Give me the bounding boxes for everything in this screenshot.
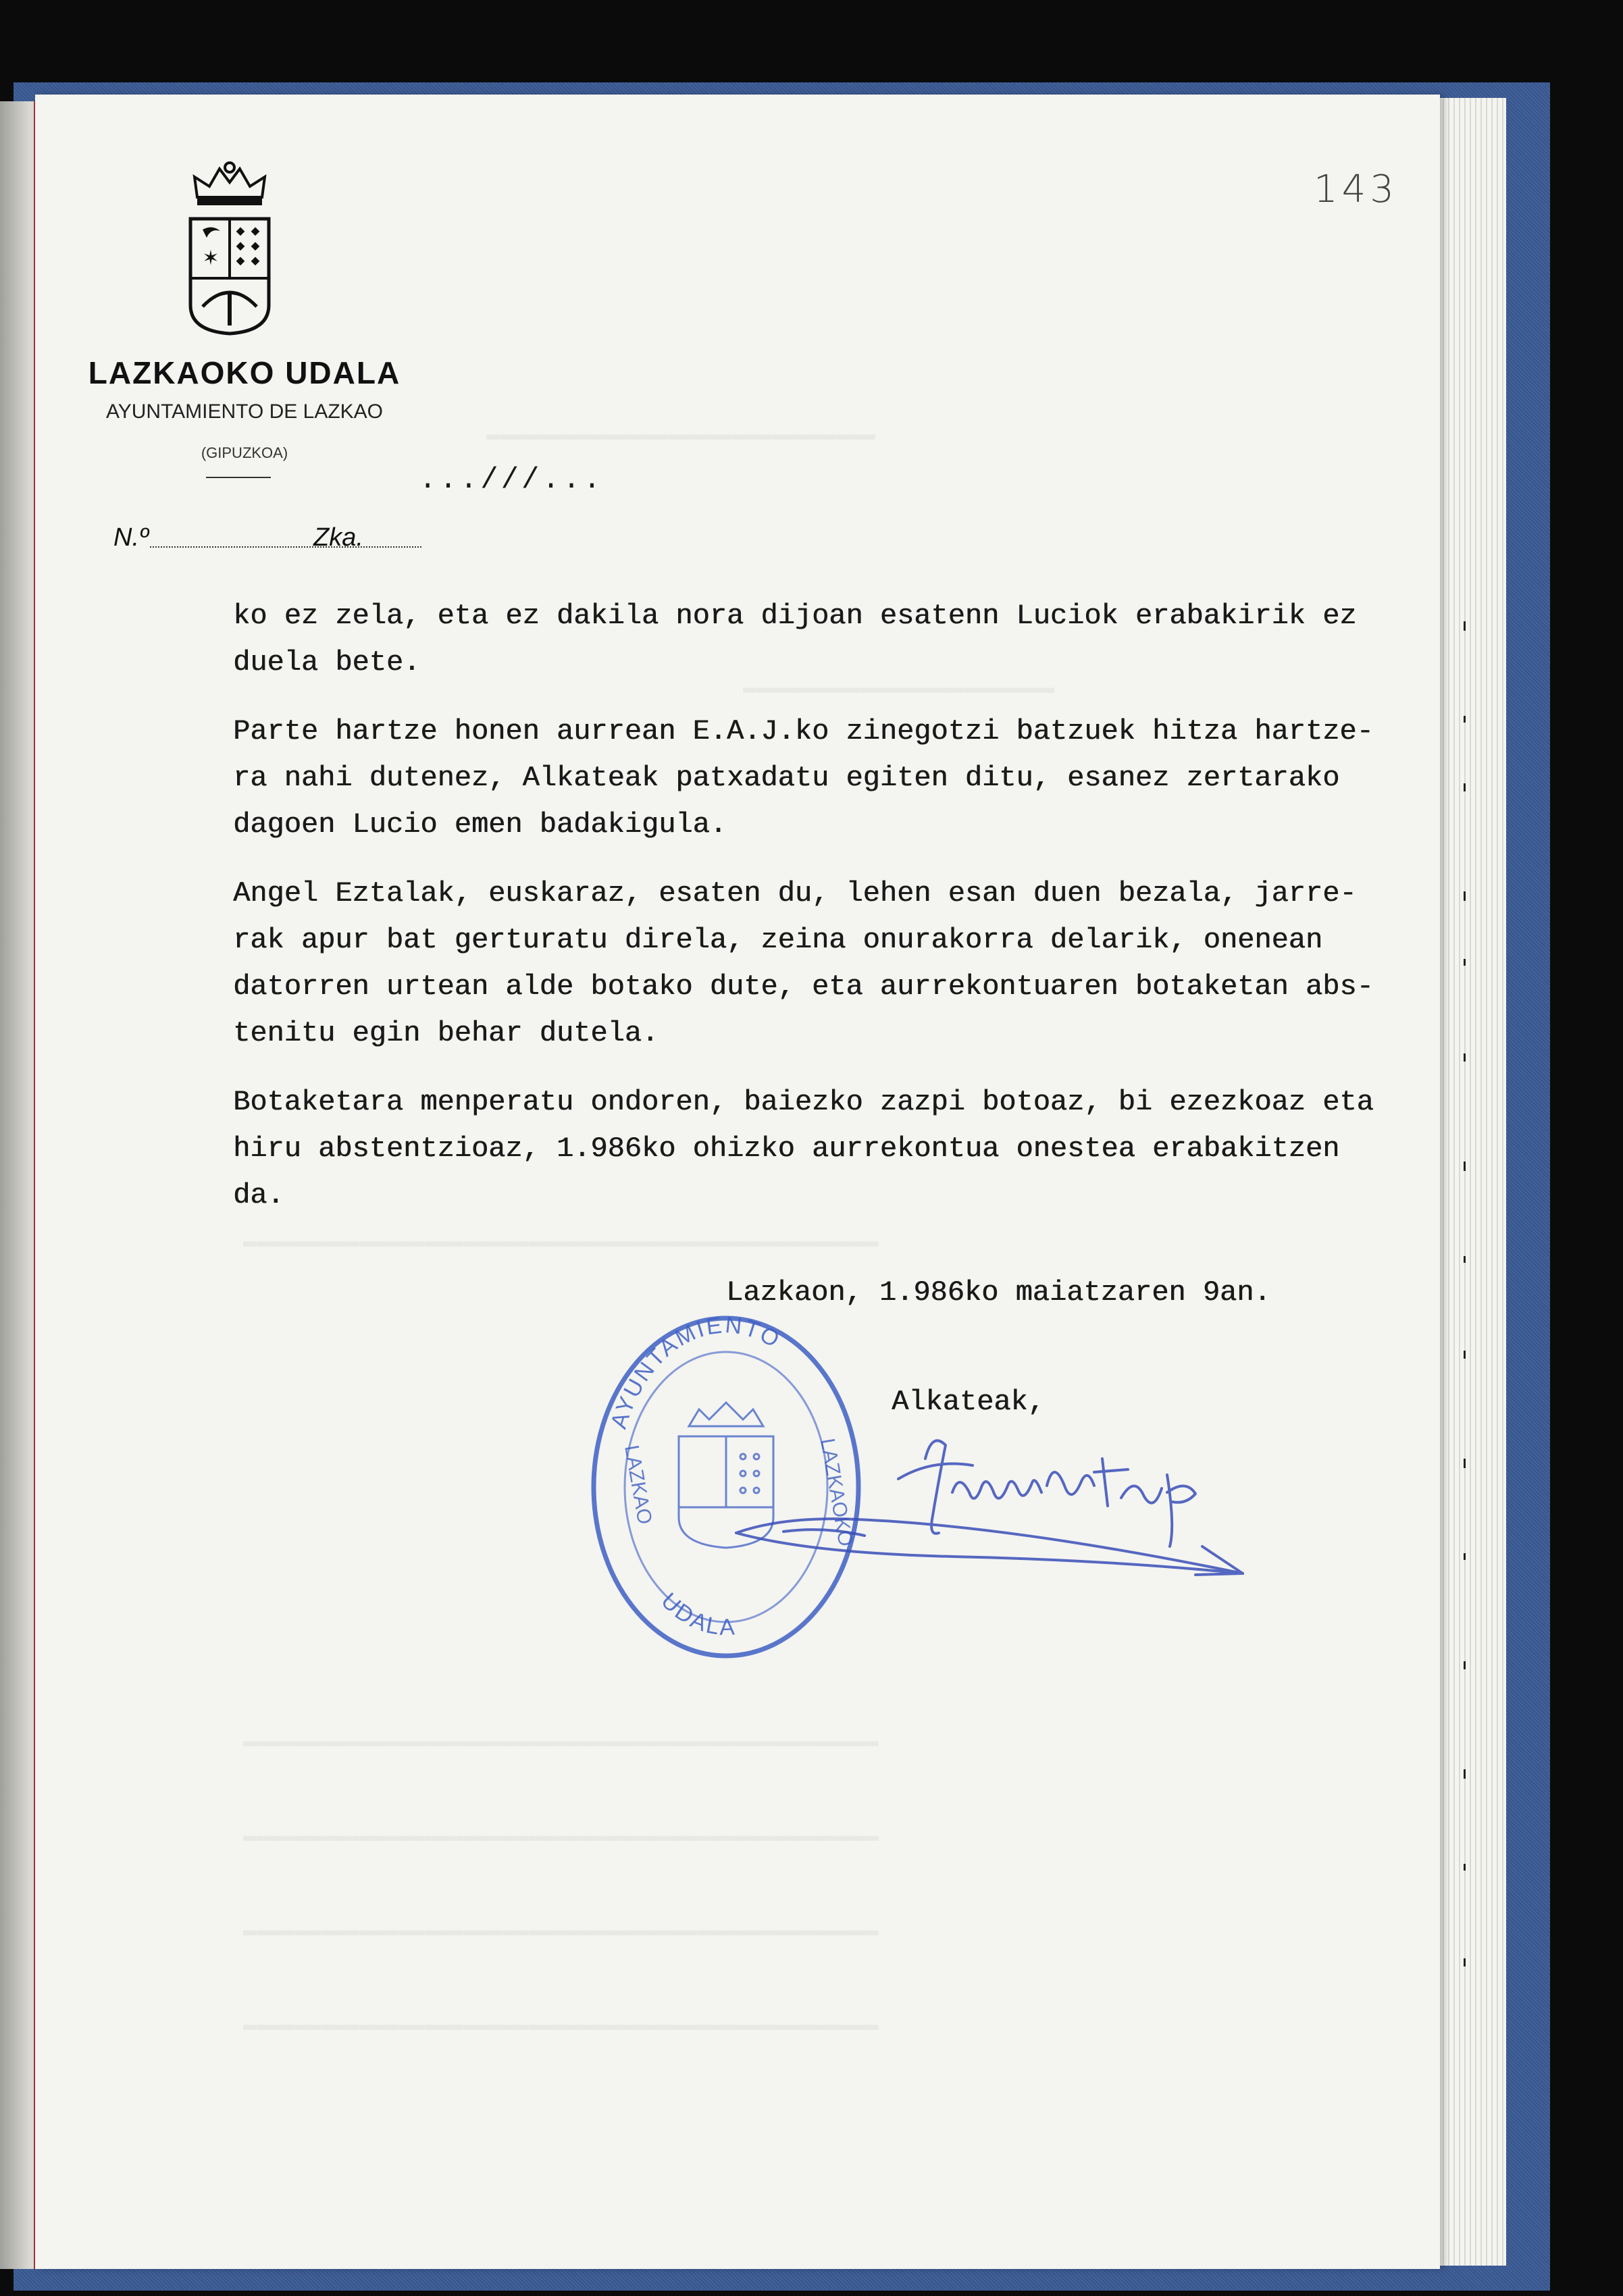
body-paragraph: Botaketara menperatu ondoren, baiezko zazpi botoaz, bi ezezkoaz eta hiru abstentzioaz, 1.986ko ohizko aurrekontua onestea erabakitzen da. (233, 1086, 1374, 1211)
coat-of-arms-icon (182, 157, 277, 339)
number-label: N.º (113, 523, 149, 552)
stamp-bottom-text: UDALA (656, 1588, 738, 1641)
page-number: 143 (1314, 167, 1398, 211)
document-body (233, 593, 1462, 1241)
letterhead-province: (GIPUZKOA) (201, 444, 288, 461)
letterhead-title: LAZKAOKO UDALA (88, 355, 401, 390)
place-date: Lazkaon, 1.986ko maiatzaren 9an. (726, 1276, 1271, 1309)
number-suffix: Zka. (313, 523, 363, 552)
mayor-signature (729, 1418, 1290, 1600)
signer-label: Alkateak, (892, 1386, 1045, 1418)
show-through-line: ▬▬▬▬▬▬▬▬▬▬▬▬▬▬▬▬▬▬▬▬▬▬▬▬▬▬▬▬▬▬▬▬▬▬▬▬▬▬▬▬▬▬▬▬▬▬▬▬▬ (243, 1918, 879, 1943)
body-paragraph: ko ez zela, eta ez dakila nora dijoan esatenn Luciok erabakirik ez duela bete. (233, 600, 1357, 679)
body-paragraph: Angel Eztalak, euskaraz, esaten du, lehen esan duen bezala, jarre- rak apur bat gerturatu direla, zeina onurakorra delarik, onenean datorren urtean alde botako dute, eta aurrekontuaren botaketan abs- tenitu egin behar dutela. (233, 877, 1374, 1049)
show-through-line: ▬▬▬▬▬▬▬▬▬▬▬▬▬▬▬▬▬▬▬▬▬▬▬▬▬▬▬▬▬▬▬▬▬▬▬▬▬▬▬▬▬▬▬▬▬▬▬▬▬ (243, 1823, 879, 1848)
show-through-line: ▬▬▬▬▬▬▬▬▬▬▬▬▬▬▬▬▬▬▬▬▬▬▬▬▬▬▬▬▬▬▬▬▬▬▬▬▬▬▬▬▬▬▬▬▬▬▬▬▬ (243, 1729, 879, 1754)
stamp-right-text: LAZKAOKO (816, 1436, 857, 1548)
stamp-left-text: LAZKAO (620, 1443, 656, 1526)
show-through-line: ▬▬▬▬▬▬▬▬▬▬▬▬▬▬▬▬▬▬▬▬▬▬▬▬▬▬▬▬▬▬▬▬▬▬▬▬▬▬▬▬▬▬▬▬▬▬▬▬▬ (243, 2012, 879, 2037)
margin-tick-marks (1455, 608, 1476, 2026)
document-number-field (113, 523, 384, 557)
number-blank-line (150, 546, 421, 548)
letterhead-divider (206, 477, 271, 478)
reference-mark: ...///... (419, 463, 604, 497)
svg-text:✶: ✶ (202, 246, 220, 270)
show-through-line: ▬▬▬▬▬▬▬▬▬▬▬▬▬▬▬▬▬▬▬▬▬▬▬▬▬▬▬▬▬▬▬▬▬▬▬▬▬▬▬▬▬▬▬▬▬▬▬▬▬ (243, 1229, 879, 1254)
show-through-line: ▬▬▬▬▬▬▬▬▬▬▬▬▬▬▬▬▬▬▬▬▬▬▬▬▬▬▬▬▬▬ (486, 422, 876, 447)
svg-text:UDALA (656, 1588, 737, 1640)
body-paragraph: Parte hartze honen aurrean E.A.J.ko zinegotzi batzuek hitza hartze- ra nahi dutenez, Alkateak patxadatu egiten ditu, esanez zertarako dagoen Lucio emen badakigula. (233, 715, 1374, 841)
letterhead-subtitle: AYUNTAMIENTO DE LAZKAO (105, 400, 384, 423)
stamp-top-text: AYUNTAMIENTO (605, 1311, 785, 1432)
show-through-line: ▬▬▬▬▬▬▬▬▬▬▬▬▬▬▬▬▬▬▬▬▬▬▬▬ (743, 675, 1054, 700)
